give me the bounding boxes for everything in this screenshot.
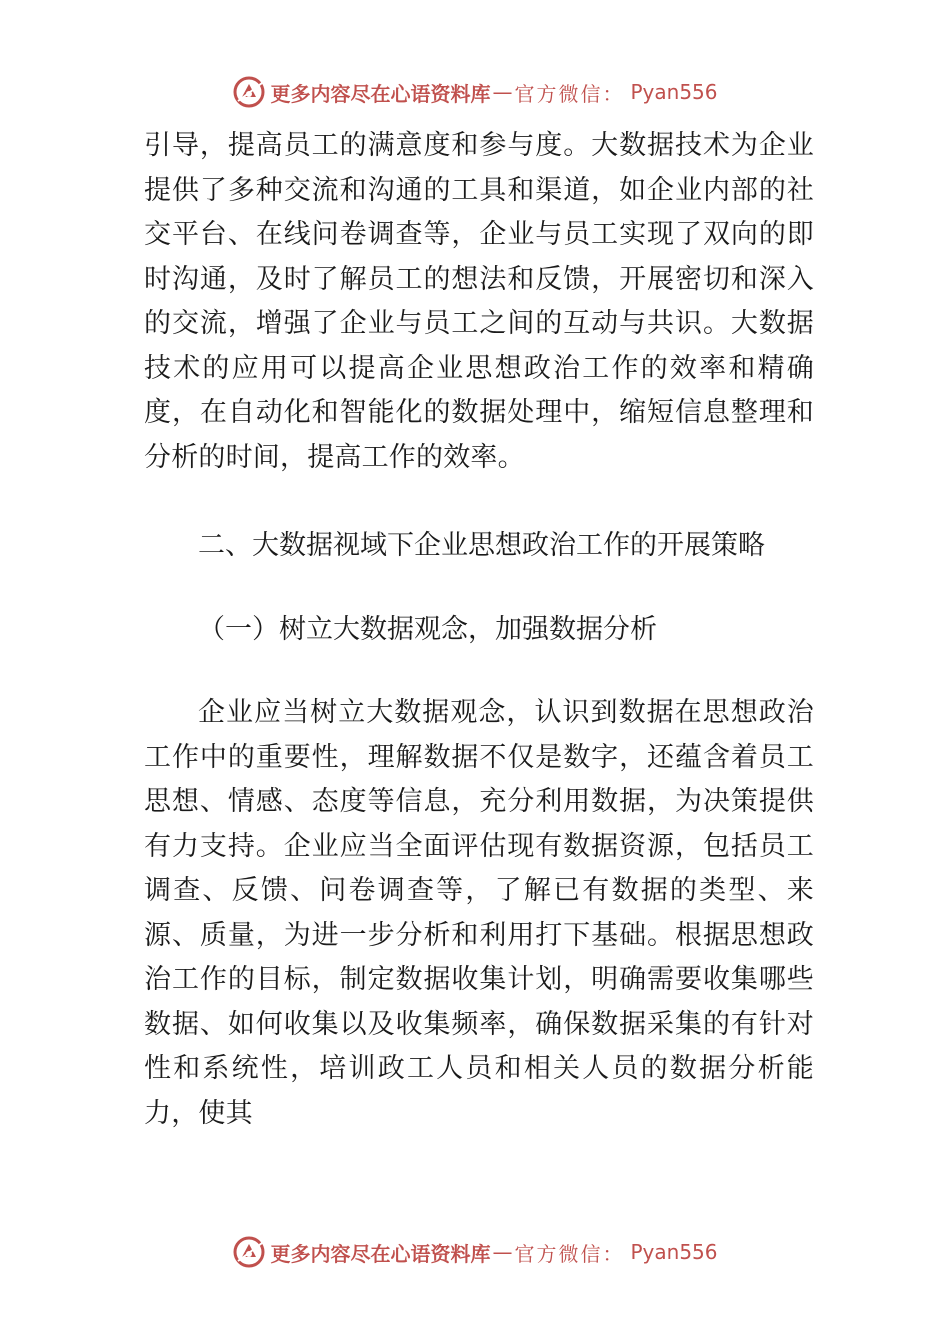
section-heading: 二、大数据视域下企业思想政治工作的开展策略 — [198, 530, 765, 561]
banner-separator: — — [492, 80, 513, 104]
banner-site-name: 更多内容尽在心语资料库 — [270, 81, 491, 106]
banner-wechat-label: 官方微信： — [514, 81, 625, 106]
banner-wechat-id: Pyan556 — [630, 80, 718, 104]
paragraph-body: 企业应当树立大数据观念，认识到数据在思想政治工作中的重要性，理解数据不仅是数字，还蕴含着员工思想、情感、态度等信息，充分利用数据，为决策提供有力支持。企业应当全面评估现有数据资源，包括员工调查、反馈、问卷调查等，了解已有数据的类型、来源、质量，为进一步分析和利用打下基础。根据思想政治工作的目标，制定数据收集计划，明确需要收集哪些数据、如何收集以及收集频率，确保数据采集的有针对性和系统性，培训政工人员和相关人员的数据分析能力，使其 — [144, 697, 814, 1129]
paragraph-continued: 引导，提高员工的满意度和参与度。大数据技术为企业提供了多种交流和沟通的工具和渠道，如企业内部的社交平台、在线问卷调查等，企业与员工实现了双向的即时沟通，及时了解员工的想法和反馈，开展密切和深入的交流，增强了企业与员工之间的互动与共识。大数据技术的应用可以提高企业思想政治工作的效率和精确度，在自动化和智能化的数据处理中，缩短信息整理和分析的时间，提高工作的效率。 — [144, 130, 814, 473]
banner-wechat-label: 官方微信： — [514, 1241, 625, 1266]
header-banner — [0, 72, 950, 112]
banner-site-name: 更多内容尽在心语资料库 — [270, 1241, 491, 1266]
logo-icon — [232, 1235, 266, 1269]
subsection-heading: （一）树立大数据观念，加强数据分析 — [198, 613, 657, 645]
banner-wechat-id: Pyan556 — [630, 1240, 718, 1264]
logo-icon — [232, 75, 266, 109]
footer-banner — [0, 1232, 950, 1272]
banner-separator: — — [492, 1240, 513, 1264]
document-body — [144, 124, 814, 1136]
